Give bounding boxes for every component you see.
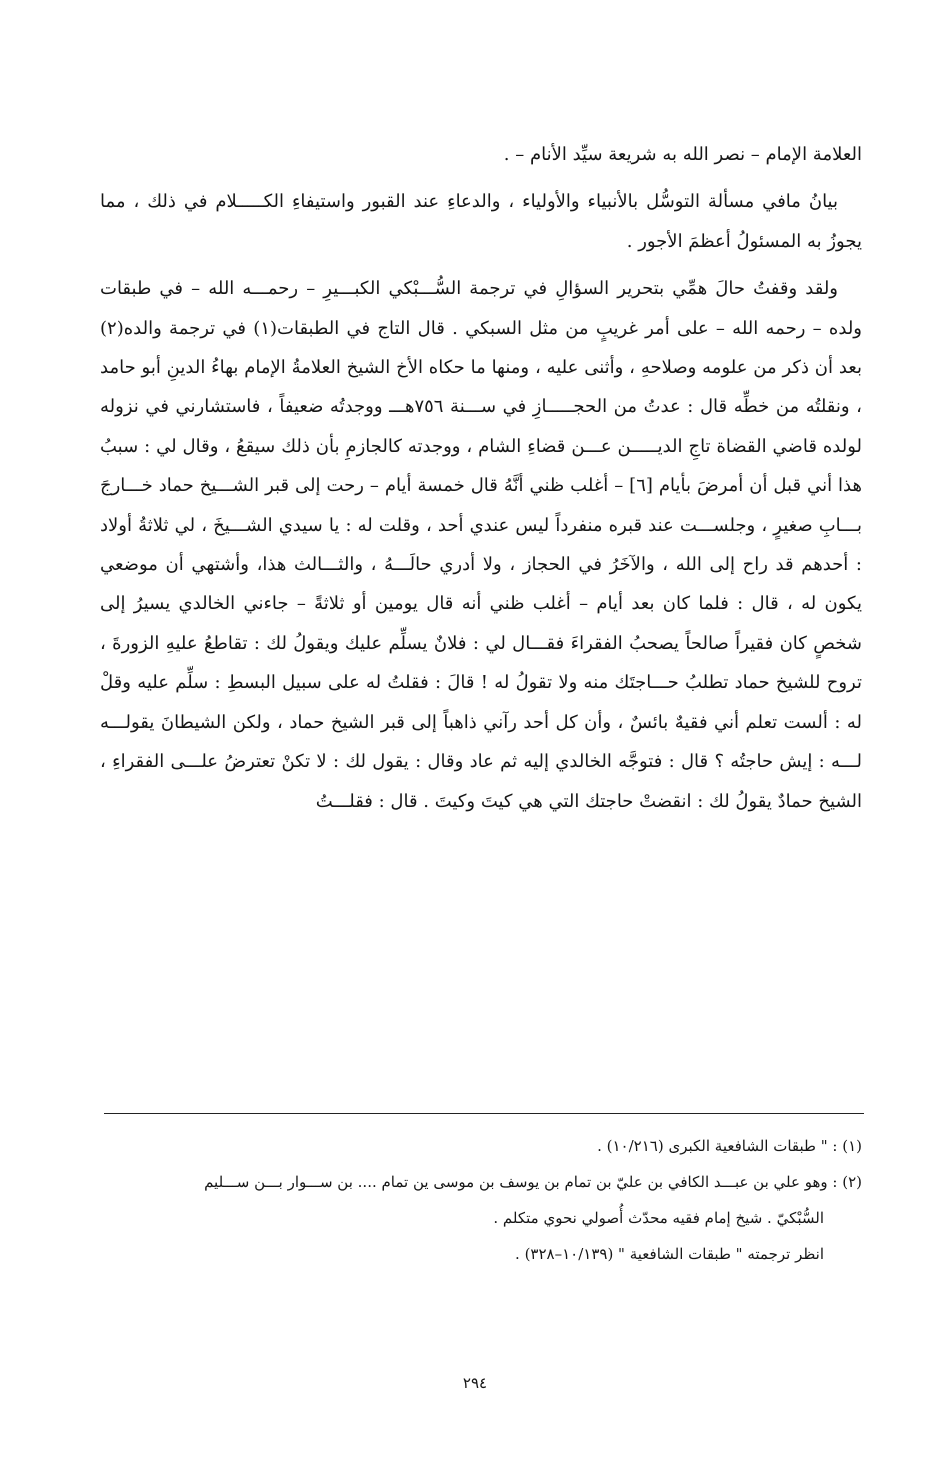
footnote-2-reference: انظر ترجمته " طبقات الشافعية " (١٠/١٣٩–٣٢٨) . [515,1245,824,1263]
footnote-1: (١) : " طبقات الشافعية الكبرى (١٠/٢١٦) . [597,1137,862,1155]
main-text [100,135,862,821]
paragraph: العلامة الإمام – نصر الله به شريعة سيِّد الأنام – . [503,144,862,165]
footnotes [100,1128,862,1272]
paragraph: ولقد وقفتُ حالَ همِّي بتحرير السؤالِ في ترجمة السُّـــبْكي الكبـــيرِ – رحمـــه الله – في طبقات ولده – رحمه الله – على أمر غريبٍ من مثل السبكي . قال التاج في الطبقات(١) في ترجمة والده(٢) بعد أن ذكر من علومه وصلاحهِ ، وأثنى عليه ، ومنها ما حكاه الأخ الشيخ العلامةُ الإمام بهاءُ الدينِ أبو حامد ، ونقلتُه من خطِّه قال : عدتُ من الحجـــــازِ في ســـنة ٧٥٦هـــ ووجدتُه ضعيفاً ، فاستشارني في نزوله لولده قاضي القضاة تاجِ الديـــــن عـــن قضاءِ الشام ، ووجدته كالجازمِ بأن ذلك سيقعُ ، وقال لي : سببُ هذا أني قبل أن أمرضَ بأيام [٦] – أغلب ظني أنَّهُ قال خمسة أيام – رحت إلى قبر الشـــيخ حماد خـــارجَ بـــابِ صغيرٍ ، وجلســـت عند قبره منفرداً ليس عندي أحد ، وقلت له : يا سيدي الشـــيخَ ، لي ثلاثةُ أولاد : أحدهم قد راح إلى الله ، والآخَرُ في الحجاز ، ولا أدري حالَـــهُ ، والثـــالث هذا، وأشتهي أن موضعي يكون له ، قال : فلما كان بعد أيام – أغلب ظني أنه قال يومين أو ثلاثةً – جاءني الخالدي يسيرُ إلى شخصٍ كان فقيراً صالحاً يصحبُ الفقراءَ فقـــال لي : فلانٌ يسلِّم عليك ويقولُ لك : تقاطعُ عليهِ الزورةَ ، تروح للشيخ حماد تطلبُ حـــاجتَك منه ولا تقولُ له ! قالَ : فقلتُ له على سبيل البسطِ : سلِّم عليه وقلْ له : ألست تعلم أني فقيهٌ بائسٌ ، وأن كل أحد رآني ذاهباً إلى قبر الشيخ حماد ، ولكن الشيطانَ يقولـــه لـــه : إيش حاجتُه ؟ قال : فتوجَّه الخالدي إليه ثم عاد وقال : يقول لك : لا تكنْ تعترضُ علـــى الفقراءِ ، الشيخ حمادٌ يقولُ لك : انقضتْ حاجتك التي هي كيتَ وكيتَ . قال : فقلـــتُ [100,278,862,812]
footnote-separator [104,1113,864,1114]
footnote-2-continuation: السُّبْكيّ . شيخ إمام فقيه محدّث أُصولي نحوي متكلم . [493,1209,824,1227]
footnote-2: (٢) : وهو علي بن عبـــد الكافي بن عليّ بن تمام بن يوسف بن موسى ين تمام .... بن ســـوار بـــن ســـليم [204,1173,862,1191]
paragraph: بيانُ مافي مسألة التوسُّل بالأنبياء والأولياء ، والدعاءِ عند القبور واستيفاءِ الكـــــلام في ذلك ، مما يجوزُ به المسئولُ أعظمَ الأجور . [100,191,862,252]
page-number: ٢٩٤ [462,1374,488,1392]
